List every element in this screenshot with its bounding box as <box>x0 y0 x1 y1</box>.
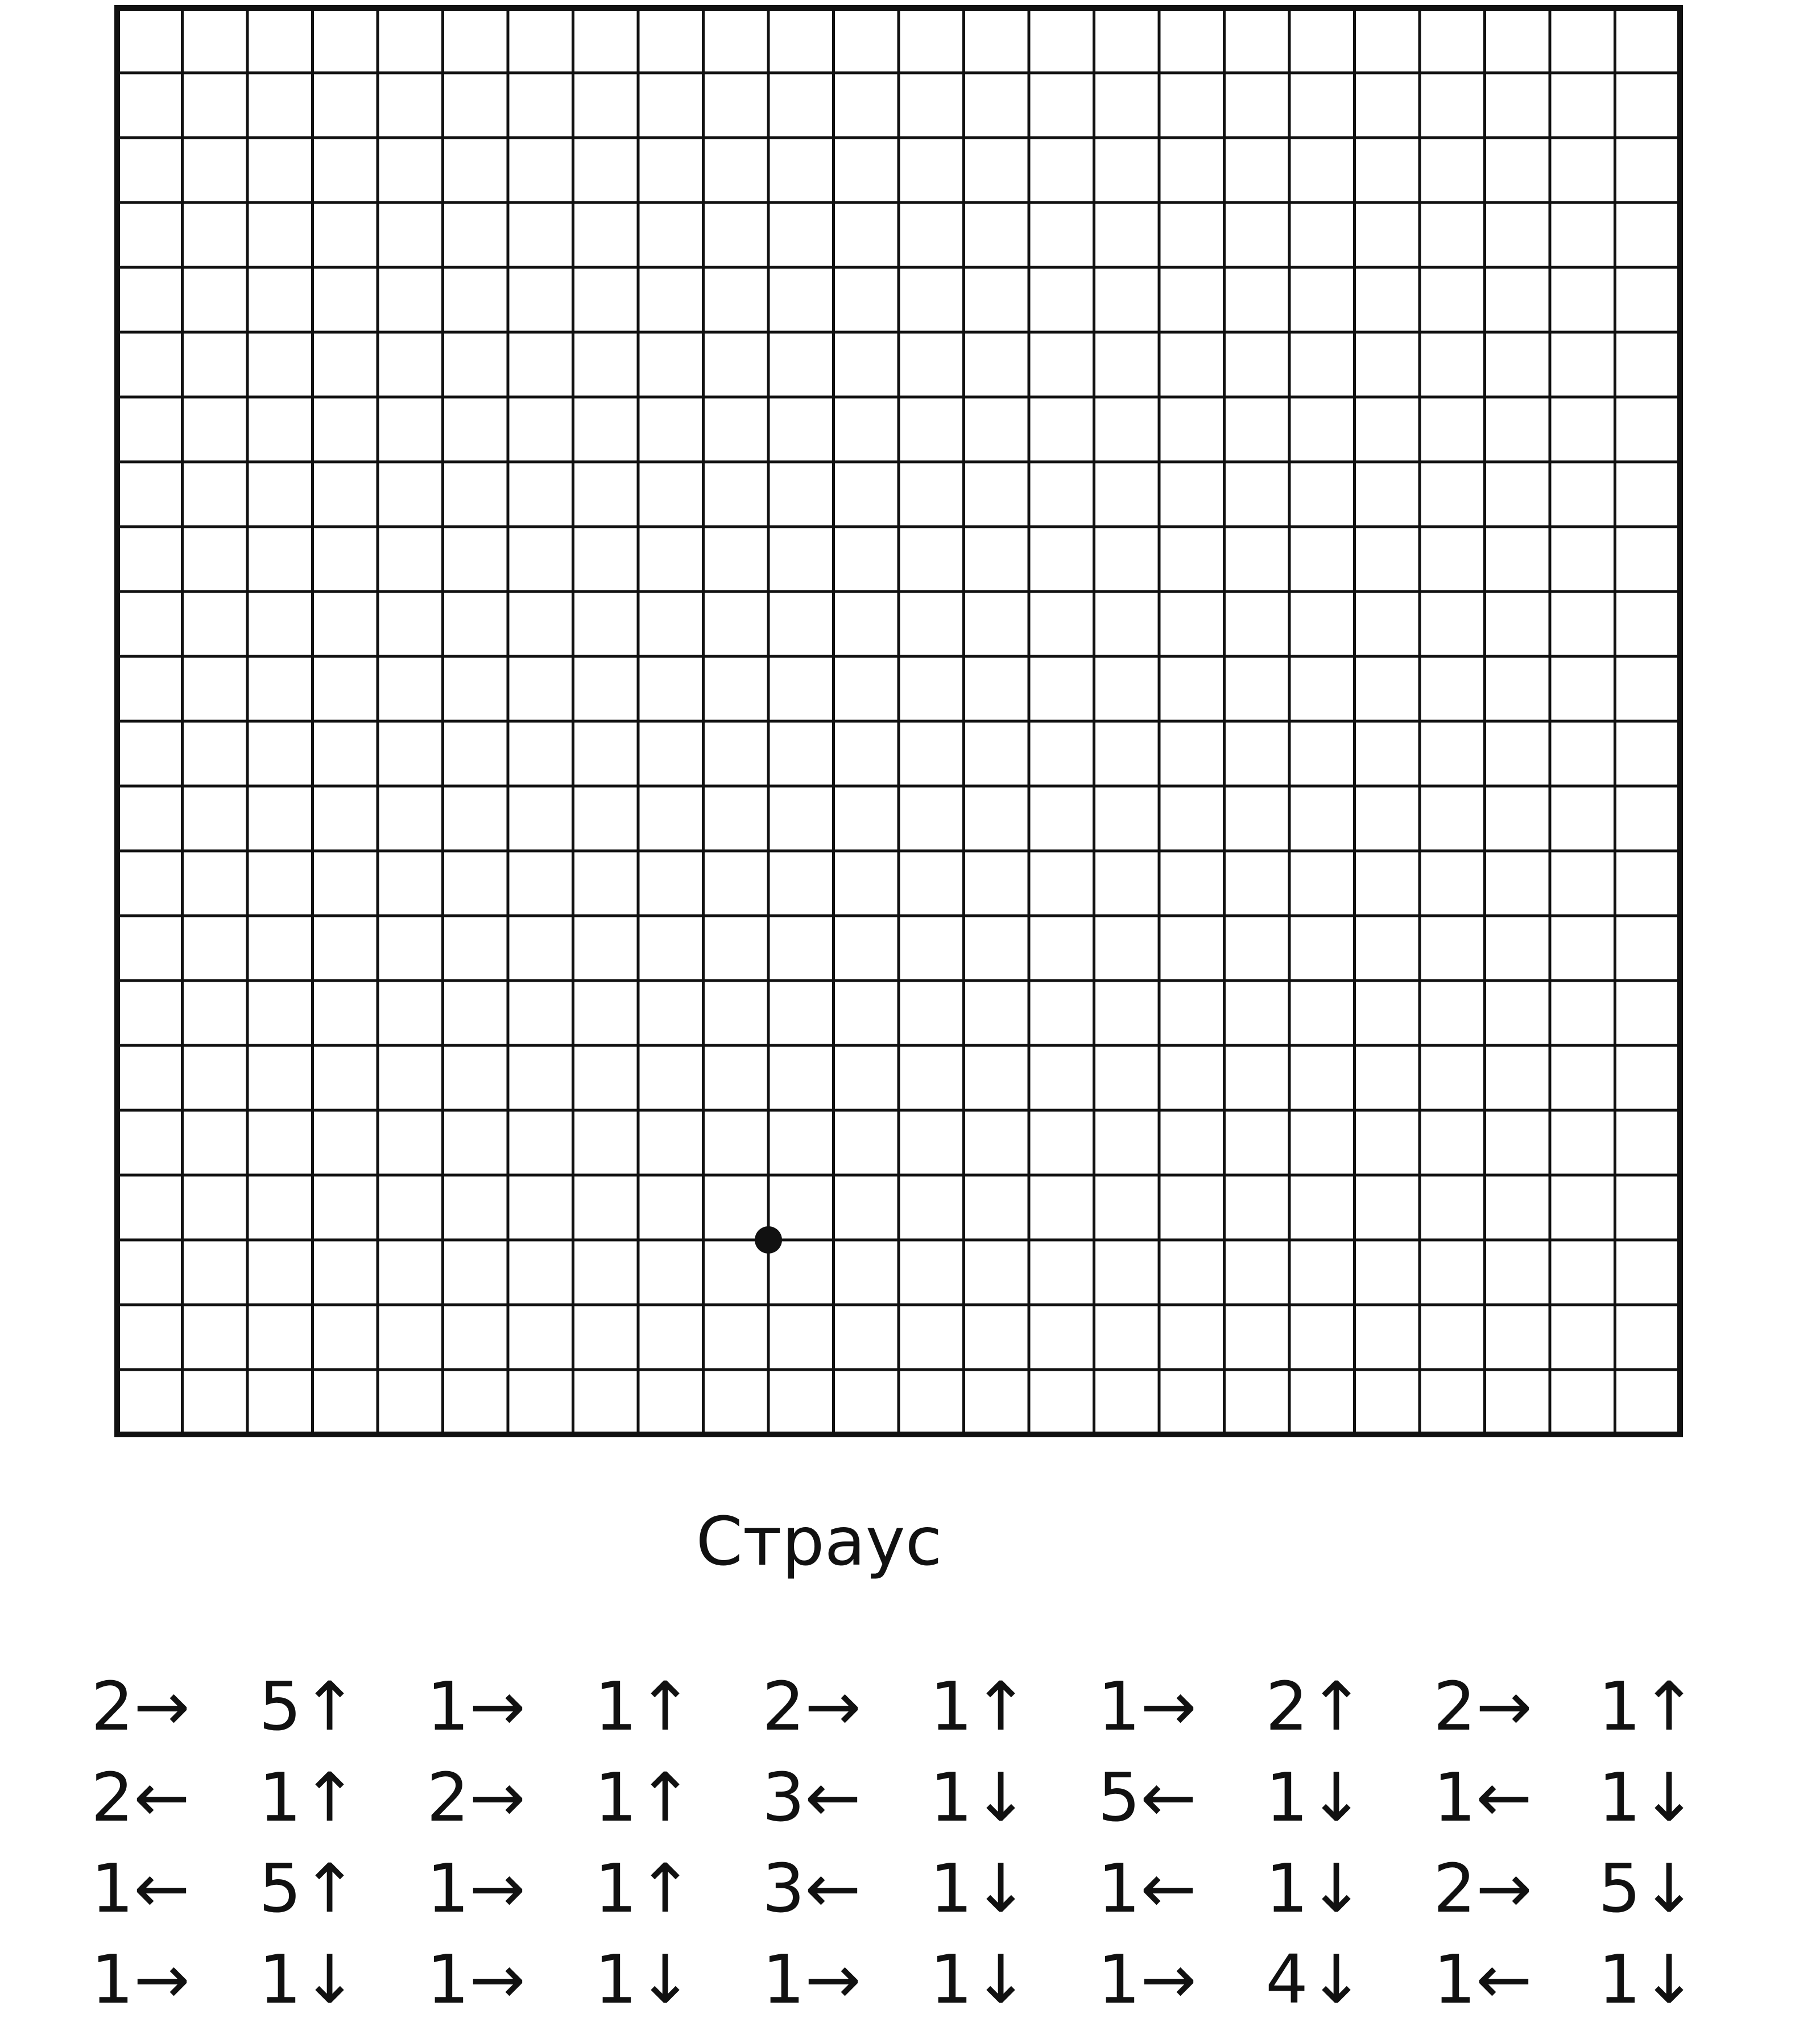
direction-instructions <box>91 1661 1729 2025</box>
direction-step: 2← <box>91 1758 190 1837</box>
direction-step: 2→ <box>762 1667 861 1746</box>
direction-row <box>91 1752 1729 1843</box>
direction-step: 5↑ <box>259 1849 358 1928</box>
drawing-grid <box>114 5 1684 1438</box>
direction-step: 1→ <box>427 1849 526 1928</box>
direction-step: 2→ <box>91 1667 190 1746</box>
direction-step: 1↓ <box>930 1940 1029 2019</box>
direction-step: 5← <box>1098 1758 1197 1837</box>
direction-step: 1↑ <box>594 1758 693 1837</box>
direction-step: 1↓ <box>1265 1849 1364 1928</box>
direction-step: 1↓ <box>930 1758 1029 1837</box>
direction-step: 1↓ <box>930 1849 1029 1928</box>
direction-step: 1→ <box>427 1940 526 2019</box>
direction-step: 1↓ <box>259 1940 358 2019</box>
direction-step: 1↓ <box>1598 1758 1697 1837</box>
direction-step: 1↑ <box>259 1758 358 1837</box>
direction-step: 2→ <box>1433 1849 1532 1928</box>
direction-step: 1→ <box>1098 1667 1197 1746</box>
direction-step: 1→ <box>1098 1940 1197 2019</box>
direction-step: 1→ <box>762 1940 861 2019</box>
direction-step: 5↓ <box>1598 1849 1697 1928</box>
direction-step: 1↓ <box>594 1940 693 2019</box>
direction-row <box>91 1843 1729 1934</box>
direction-step: 1← <box>91 1849 190 1928</box>
direction-step: 1↑ <box>1598 1667 1697 1746</box>
direction-step: 1↓ <box>1265 1758 1364 1837</box>
direction-step: 1← <box>1098 1849 1197 1928</box>
direction-step: 3← <box>762 1849 861 1928</box>
direction-step: 1→ <box>427 1667 526 1746</box>
direction-step: 2→ <box>427 1758 526 1837</box>
direction-step: 1↑ <box>594 1849 693 1928</box>
direction-step: 1← <box>1433 1940 1532 2019</box>
direction-step: 2→ <box>1433 1667 1532 1746</box>
direction-step: 1↑ <box>930 1667 1029 1746</box>
direction-step: 3← <box>762 1758 861 1837</box>
puzzle-title: Страус <box>696 1502 942 1581</box>
direction-row <box>91 1934 1729 2025</box>
direction-step: 1↑ <box>594 1667 693 1746</box>
direction-row <box>91 1661 1729 1752</box>
direction-step: 2↑ <box>1265 1667 1364 1746</box>
direction-step: 4↓ <box>1265 1940 1364 2019</box>
direction-step: 1← <box>1433 1758 1532 1837</box>
direction-step: 1↓ <box>1598 1940 1697 2019</box>
grid-canvas <box>114 5 1684 1438</box>
start-point-dot <box>755 1226 782 1254</box>
direction-step: 1→ <box>91 1940 190 2019</box>
direction-step: 5↑ <box>259 1667 358 1746</box>
